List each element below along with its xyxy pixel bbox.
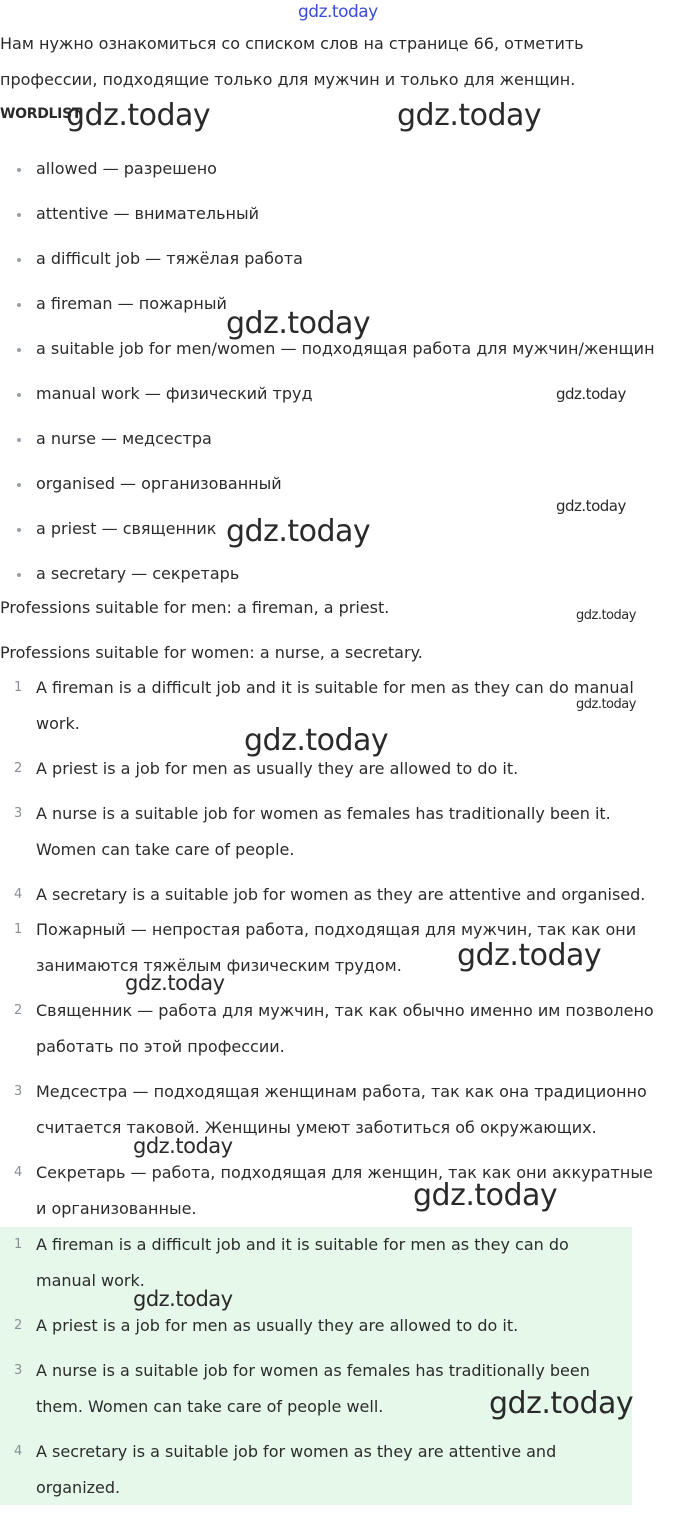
list-item: 4 Секретарь — работа, подходящая для женщин, так как они аккуратные и организованные. [14,1163,653,1218]
list-item: a suitable job for men/women — подходящая работа для мужчин/женщин [0,331,680,376]
intro-line-2: профессии, подходящие только для мужчин и только для женщин. [0,70,576,89]
list-item: a difficult job — тяжёлая работа [0,241,680,286]
list-item: 3 A nurse is a suitable job for women as females has traditionally been them. Women can take care of people well. [14,1361,590,1416]
watermark: gdz.today [556,385,626,403]
list-item: a priest — священник [0,511,680,556]
list-item: 3 A nurse is a suitable job for women as females has traditionally been it. Women can take care of people. [14,804,611,859]
bullet-icon [17,438,21,442]
bullet-icon [17,483,21,487]
watermark: gdz.today [457,938,602,973]
watermark: gdz.today [397,98,542,133]
list-item: manual work — физический труд [0,376,680,421]
bullet-icon [17,348,21,352]
watermark: gdz.today [576,608,636,623]
watermark: gdz.today [489,1386,634,1421]
list-item: 4 A secretary is a suitable job for women as they are attentive and organised. [14,885,646,904]
men-professions: Professions suitable for men: a fireman, a priest. [0,598,390,617]
list-item: 4 A secretary is a suitable job for women as they are attentive and organized. [14,1442,557,1497]
list-item: a secretary — секретарь [0,556,680,601]
list-item: 1 A fireman is a difficult job and it is suitable for men as they can do manual work. [14,678,634,733]
list-item: organised — организованный [0,466,680,511]
bullet-icon [17,528,21,532]
watermark: gdz.today [576,697,636,712]
wordlist-heading: WORDLIST [0,106,82,122]
watermark: gdz.today [226,306,371,341]
corrected-answers [0,1227,680,1515]
watermark: gdz.today [125,971,225,995]
list-item: 1 Пожарный — непростая работа, подходящая для мужчин, так как они занимаются тяжёлым физическим трудом. [14,920,637,975]
list-item: attentive — внимательный [0,196,680,241]
bullet-icon [17,573,21,577]
bullet-icon [17,258,21,262]
bullet-icon [17,303,21,307]
list-item: 2 Священник — работа для мужчин, так как обычно именно им позволено работать по этой профессии. [14,1001,654,1056]
list-item: 2 A priest is a job for men as usually they are allowed to do it. [14,759,519,778]
watermark: gdz.today [413,1178,558,1213]
intro-line-1: Нам нужно ознакомиться со списком слов на странице 66, отметить [0,34,584,53]
list-item: a fireman — пожарный [0,286,680,331]
list-item: 2 A priest is a job for men as usually they are allowed to do it. [14,1316,519,1335]
women-professions: Professions suitable for women: a nurse, a secretary. [0,643,423,662]
bullet-icon [17,168,21,172]
watermark: gdz.today [133,1134,233,1158]
list-item: a nurse — медсестра [0,421,680,466]
watermark: gdz.today [226,514,371,549]
bullet-icon [17,213,21,217]
bullet-icon [17,393,21,397]
watermark-logo: gdz.today [298,2,378,22]
watermark: gdz.today [556,497,626,515]
list-item: 1 A fireman is a difficult job and it is suitable for men as they can do manual work. [14,1235,569,1290]
watermark: gdz.today [244,723,389,758]
watermark: gdz.today [133,1287,233,1311]
list-item: allowed — разрешено [0,151,680,196]
watermark: gdz.today [66,98,211,133]
list-item: 3 Медсестра — подходящая женщинам работа, так как она традиционно считается таковой. Женщины умеют заботиться об окружающих. [14,1082,647,1137]
